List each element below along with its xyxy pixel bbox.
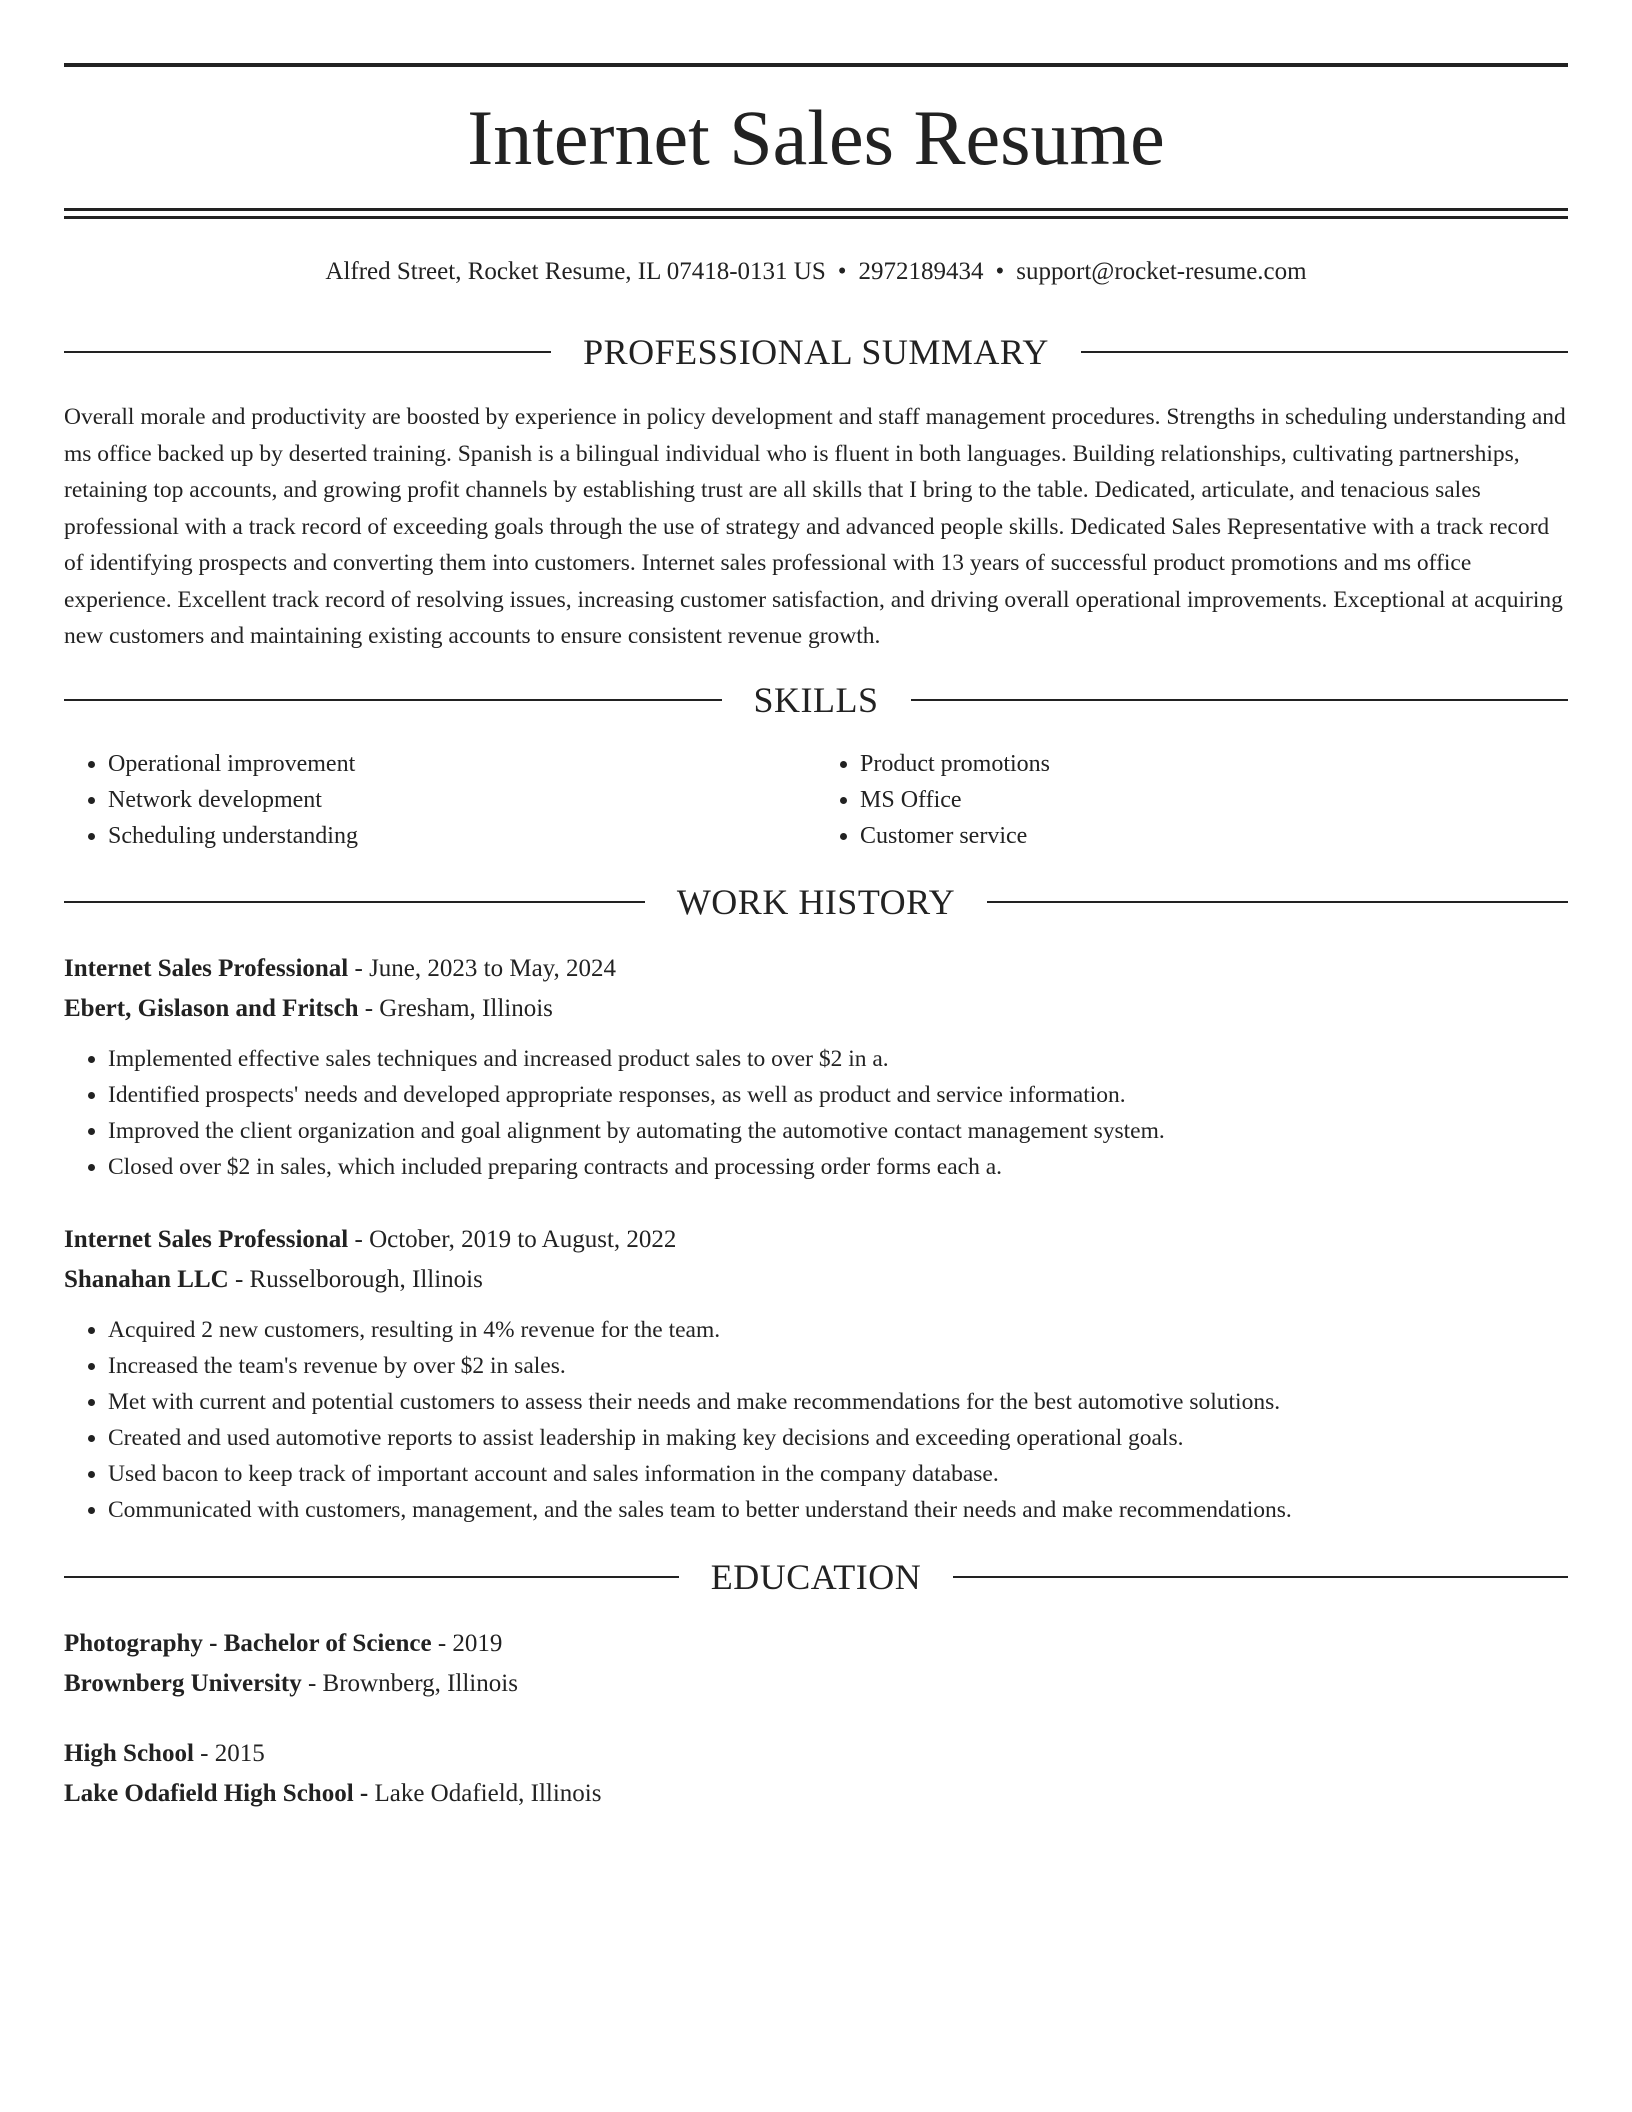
education-school-line <box>64 1774 1568 1814</box>
heading-rule-left <box>64 351 551 353</box>
job-title-line <box>64 1220 1568 1260</box>
skill-item: • Customer service <box>860 818 1568 854</box>
page-title: Internet Sales Resume <box>467 94 1165 181</box>
heading-rule-right <box>911 699 1569 701</box>
education-degree-line <box>64 1734 1568 1774</box>
job-location: - Gresham, Illinois <box>358 995 553 1022</box>
job-bullet: • Increased the team's revenue by over $2 in sales. <box>108 1348 1568 1384</box>
job-bullet: • Closed over $2 in sales, which included preparing contracts and processing order forms each a. <box>108 1149 1568 1185</box>
heading-rule-right <box>987 901 1568 903</box>
job-bullet: • Identified prospects' needs and developed appropriate responses, as well as product and service information. <box>108 1077 1568 1113</box>
education-location: Lake Odafield, Illinois <box>368 1780 602 1807</box>
job-location: - Russelborough, Illinois <box>228 1266 483 1293</box>
education-school: Brownberg University <box>64 1670 302 1697</box>
skills-column-left <box>64 746 816 854</box>
education-degree: High School <box>64 1740 194 1767</box>
skills-section-heading <box>64 678 1568 722</box>
job-bullet: • Improved the client organization and goal alignment by automating the automotive contact management system. <box>108 1113 1568 1149</box>
summary-paragraph: Overall morale and productivity are boosted by experience in policy development and staff management procedures. Strengths in scheduling understanding and ms office backed up by deserted training. Spanish is a bilingual individual who is fluent in both languages. Building relationships, cultivating partnerships, retaining top accounts, and growing profit channels by establishing trust are all skills that I bring to the table. Dedicated, articulate, and tenacious sales professional with a track record of exceeding goals through the use of strategy and advanced people skills. Dedicated Sales Representative with a track record of identifying prospects and converting them into customers. Internet sales professional with 13 years of successful product promotions and ms office experience. Excellent track record of resolving issues, increasing customer satisfaction, and driving overall operational improvements. Exceptional at acquiring new customers and maintaining existing accounts to ensure consistent revenue growth. <box>64 404 1566 649</box>
heading-rule-right <box>1081 351 1568 353</box>
skill-item: • Network development <box>108 782 816 818</box>
heading-rule-left <box>64 1576 679 1578</box>
skill-item: • Product promotions <box>860 746 1568 782</box>
contact-separator: • <box>995 258 1005 285</box>
job-dates: - October, 2019 to August, 2022 <box>348 1226 677 1253</box>
skills-list <box>64 746 1568 854</box>
contact-line <box>64 252 1568 292</box>
job-company-line <box>64 1260 1568 1300</box>
education-degree-line <box>64 1624 1568 1664</box>
summary-section-heading <box>64 330 1568 374</box>
education-entry <box>64 1624 1568 1704</box>
education-year: - 2015 <box>193 1740 265 1767</box>
title-double-rule-lower <box>64 216 1568 219</box>
job-bullets <box>64 1312 1568 1528</box>
education-school-line <box>64 1664 1568 1704</box>
job-bullet: • Implemented effective sales techniques and increased product sales to over $2 in a. <box>108 1041 1568 1077</box>
skill-item: • Operational improvement <box>108 746 816 782</box>
job-bullet: • Used bacon to keep track of important account and sales information in the company database. <box>108 1456 1568 1492</box>
skills-column-right <box>816 746 1568 854</box>
job-bullet: • Met with current and potential customers to assess their needs and make recommendations for the best automotive solutions. <box>108 1384 1568 1420</box>
contact-address: Alfred Street, Rocket Resume, IL 07418-0131 US <box>325 258 826 285</box>
contact-email[interactable]: support@rocket-resume.com <box>1016 258 1307 285</box>
heading-rule-right <box>953 1576 1568 1578</box>
skill-item: • Scheduling understanding <box>108 818 816 854</box>
work-entry <box>64 1220 1568 1528</box>
heading-rule-left <box>64 699 722 701</box>
education-location: - Brownberg, Illinois <box>301 1670 518 1697</box>
job-bullets <box>64 1041 1568 1185</box>
job-title-line <box>64 949 1568 989</box>
education-school: Lake Odafield High School - <box>64 1780 369 1807</box>
job-bullet: • Acquired 2 new customers, resulting in 4% revenue for the team. <box>108 1312 1568 1348</box>
education-entry <box>64 1734 1568 1814</box>
job-bullet: • Created and used automotive reports to assist leadership in making key decisions and exceeding operational goals. <box>108 1420 1568 1456</box>
summary-heading-text: PROFESSIONAL SUMMARY <box>583 332 1049 372</box>
work-entry <box>64 949 1568 1185</box>
contact-phone: 2972189434 <box>858 258 984 285</box>
job-dates: - June, 2023 to May, 2024 <box>348 955 617 982</box>
education-heading-text: EDUCATION <box>710 1557 922 1597</box>
job-company: Shanahan LLC <box>64 1266 229 1293</box>
top-rule <box>64 63 1568 67</box>
education-degree: Photography - Bachelor of Science <box>64 1630 432 1657</box>
education-year: - 2019 <box>431 1630 503 1657</box>
job-company-line <box>64 989 1568 1029</box>
work-section-heading <box>64 880 1568 924</box>
work-heading-text: WORK HISTORY <box>676 882 956 922</box>
title-double-rule-upper <box>64 208 1568 211</box>
skill-item: • MS Office <box>860 782 1568 818</box>
job-title: Internet Sales Professional <box>64 1226 349 1253</box>
education-section-heading <box>64 1555 1568 1599</box>
job-company: Ebert, Gislason and Fritsch <box>64 995 359 1022</box>
contact-separator: • <box>837 258 847 285</box>
job-title: Internet Sales Professional <box>64 955 349 982</box>
job-bullet: • Communicated with customers, management, and the sales team to better understand their needs and make recommendations. <box>108 1492 1568 1528</box>
skills-heading-text: SKILLS <box>753 680 879 720</box>
heading-rule-left <box>64 901 645 903</box>
